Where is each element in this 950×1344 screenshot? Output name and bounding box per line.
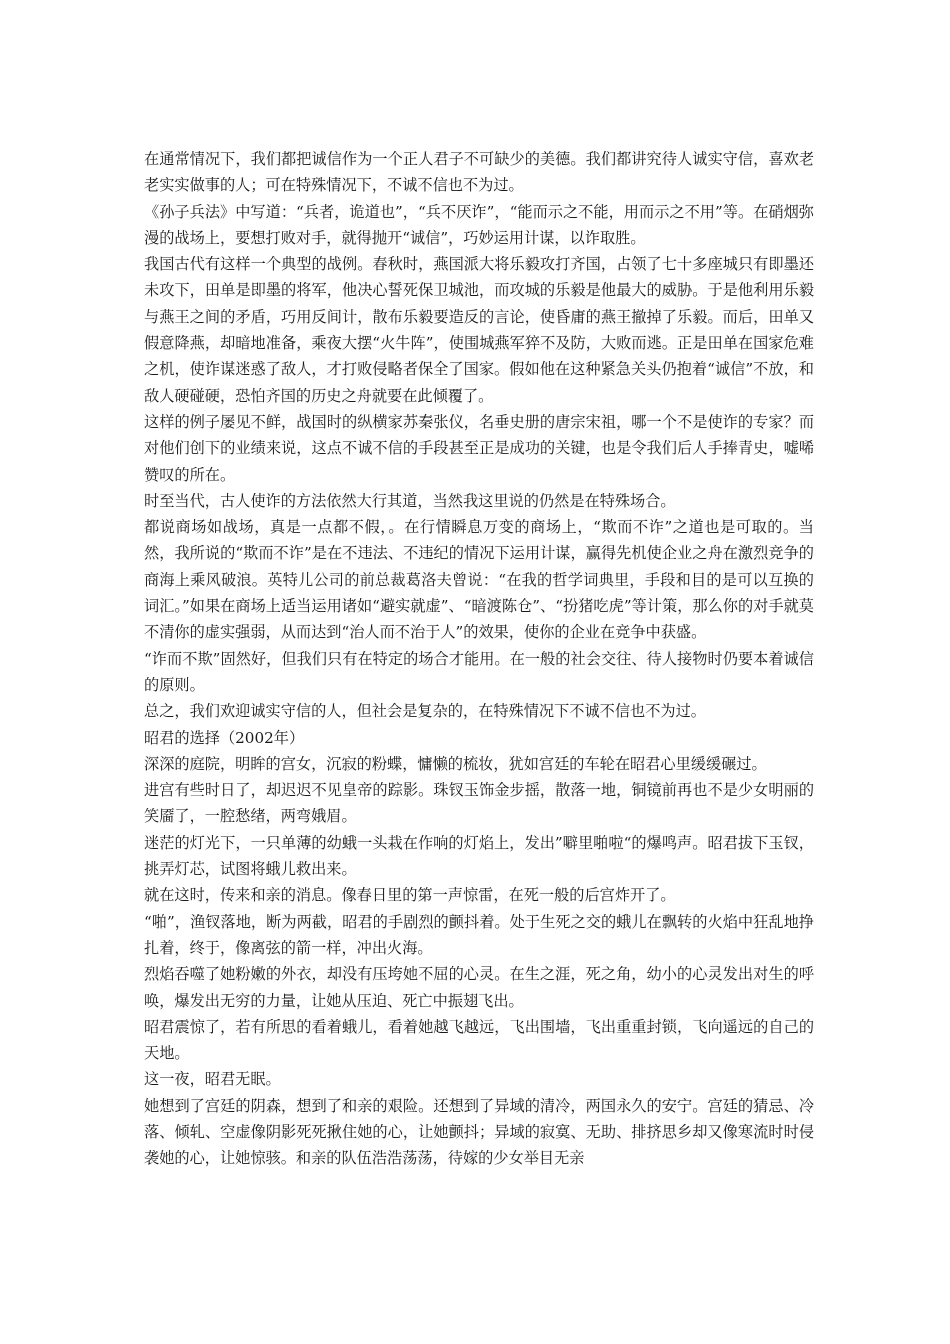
paragraph-13: 就在这时，传来和亲的消息。像春日里的第一声惊雷，在死一般的后宫炸开了。	[144, 886, 676, 905]
paragraph-3: 我国古代有这样一个典型的战例。春秋时，燕国派大将乐毅攻打齐国，占领了七十多座城只有即墨还未攻下，田单是即墨的将军，他决心誓死保卫城池，而攻城的乐毅是他最大的威胁。于是他利用乐毅与燕王之间的矛盾，巧用反间计，散布乐毅要造反的言论，使昏庸的燕王撤掉了乐毅。而后，田单又假意降燕，却暗地准备，乘夜大摆“火牛阵”，使围城燕军猝不及防，大败而逃。正是田单在国家危难之机，使诈谋迷惑了敌人，才打败侵略者保全了国家。假如他在这种紧急关头仍抱着“诚信”不放，和敌人硬碰硬，恐怕齐国的历史之舟就要在此倾覆了。	[144, 255, 814, 405]
paragraph-16: 昭君震惊了，若有所思的看着蛾儿，看着她越飞越远，飞出围墙，飞出重重封锁，飞向遥远的自己的天地。	[144, 1017, 814, 1063]
paragraph-12: 迷茫的灯光下，一只单薄的幼蛾一头栽在作响的灯焰上，发出”噼里啪啦“的爆鸣声。昭君拔下玉钗，挑弄灯芯，试图将蛾儿救出来。	[144, 833, 814, 879]
paragraph-1: 在通常情况下，我们都把诚信作为一个正人君子不可缺少的美德。我们都讲究待人诚实守信，喜欢老老实实做事的人；可在特殊情况下，不诚不信也不为过。	[144, 150, 814, 195]
paragraph-18: 她想到了宫廷的阴森，想到了和亲的艰险。还想到了异域的清冷，两国永久的安宁。宫廷的猜忌、冷落、倾轧、空虚像阴影死死揪住她的心，让她颤抖；异域的寂寞、无助、排挤思乡却又像寒流时时侵袭她的心，让她惊骇。和亲的队伍浩浩荡荡，待嫁的少女举目无亲	[144, 1096, 814, 1168]
paragraph-15: 烈焰吞噬了她粉嫩的外衣，却没有压垮她不屈的心灵。在生之涯，死之角，幼小的心灵发出对生的呼唤，爆发出无穷的力量，让她从压迫、死亡中振翅飞出。	[144, 965, 814, 1010]
essay-title: 昭君的选择（2002年）	[144, 728, 305, 747]
paragraph-2: 《孙子兵法》中写道：“兵者，诡道也”，“兵不厌诈”，“能而示之不能，用而示之不用”等。在硝烟弥漫的战场上，要想打败对手，就得抛开“诚信”，巧妙运用计谋，以诈取胜。	[144, 202, 814, 247]
paragraph-14: “啪”，渔钗落地，断为两截，昭君的手剧烈的颤抖着。处于生死之交的蛾儿在飘转的火焰中狂乱地挣扎着，终于，像离弦的箭一样，冲出火海。	[144, 912, 814, 957]
paragraph-8: 总之，我们欢迎诚实守信的人，但社会是复杂的，在特殊情况下不诚不信也不为过。	[144, 702, 706, 721]
paragraph-17: 这一夜，昭君无眠。	[144, 1070, 281, 1089]
paragraph-7: “诈而不欺”固然好，但我们只有在特定的场合才能用。在一般的社会交往、待人接物时仍要本着诚信的原则。	[144, 649, 814, 694]
document-body	[144, 146, 814, 1172]
paragraph-10: 深深的庭院，明眸的宫女，沉寂的粉蝶，慵懒的梳妆，犹如宫廷的车轮在昭君心里缓缓碾过。	[144, 754, 767, 773]
paragraph-6: 都说商场如战场，真是一点都不假，。在行情瞬息万变的商场上，“欺而不诈”之道也是可取的。当然，我所说的“欺而不诈”是在不违法、不违纪的情况下运用计谋，赢得先机使企业之舟在激烈竞争的商海上乘风破浪。英特儿公司的前总裁葛洛夫曾说：“在我的哲学词典里，手段和目的是可以互换的词汇。”如果在商场上适当运用诸如“避实就虚”、“暗渡陈仓”、“扮猪吃虎”等计策，那么你的对手就莫不清你的虚实强弱，从而达到“治人而不治于人”的效果，使你的企业在竞争中获盛。	[144, 518, 814, 642]
paragraph-4: 这样的例子屡见不鲜，战国时的纵横家苏秦张仪，名垂史册的唐宗宋祖，哪一个不是使诈的专家？而对他们创下的业绩来说，这点不诚不信的手段甚至正是成功的关键，也是令我们后人手捧青史，嘘唏赞叹的所在。	[144, 412, 814, 484]
paragraph-11: 进宫有些时日了，却迟迟不见皇帝的踪影。珠钗玉饰金步摇，散落一地，铜镜前再也不是少女明丽的笑靥了，一腔愁绪，两弯娥眉。	[144, 781, 814, 826]
paragraph-5: 时至当代，古人使诈的方法依然大行其道，当然我这里说的仍然是在特殊场合。	[144, 491, 676, 510]
